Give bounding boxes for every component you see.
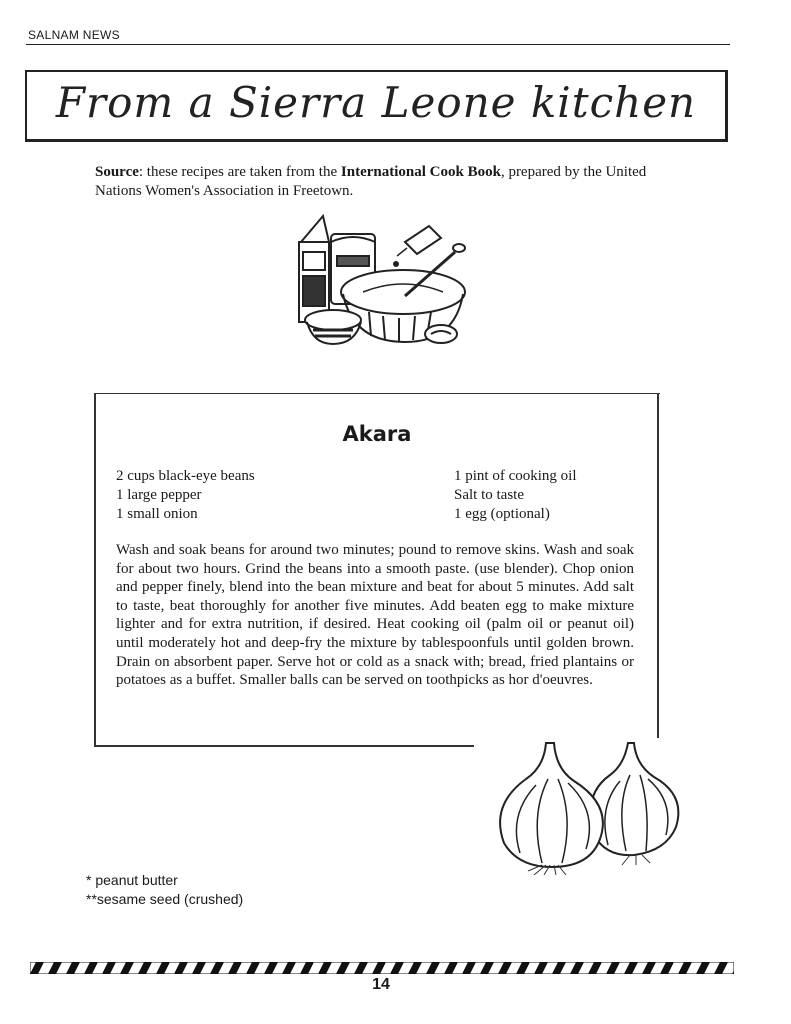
ingredient-item: 1 pint of cooking oil <box>454 468 577 484</box>
note-item: **sesame seed (crushed) <box>86 891 244 907</box>
recipe-title: Akara <box>342 422 412 446</box>
footer-decorative-band <box>30 962 734 974</box>
ingredient-item: 1 small onion <box>116 506 198 522</box>
page-title: From a Sierra Leone kitchen <box>55 78 697 127</box>
ingredient-item: Salt to taste <box>454 487 524 503</box>
header-label: SALNAM NEWS <box>28 28 120 42</box>
source-text-post: , prepared by the United Nations Women's Association in Freetown. <box>95 164 647 199</box>
recipe-box-bottom-border <box>94 745 474 747</box>
ingredient-item: 1 large pepper <box>116 487 202 503</box>
source-paragraph <box>95 163 665 201</box>
ingredients-right <box>454 467 577 524</box>
ingredient-item: 2 cups black-eye beans <box>116 468 255 484</box>
title-box <box>25 70 728 142</box>
page-number: 14 <box>372 976 390 993</box>
ingredient-item: 1 egg (optional) <box>454 506 550 522</box>
source-label: Source <box>95 164 139 180</box>
garlic-illustration-icon <box>490 735 690 875</box>
recipe-instructions: Wash and soak beans for around two minutes; pound to remove skins. Wash and soak for about two hours. Grind the beans into a smooth paste. (use blender). Chop onion and pepper finely, blend into the bean mixture and beat for about 5 minutes. Add salt to taste, beat thoroughly for another five minutes. Add beaten egg to make mixture lighter and for extra nutrition, if desired. Heat cooking oil (palm oil or peanut oil) until moderately hot and deep-fry the mixture by tablespoonfuls until golden brown. Drain on absorbent paper. Serve hot or cold as a snack with; bread, fried plantains or potatoes as a buffet. Smaller balls can be served on toothpicks as hor d'oeuvres. <box>116 542 634 689</box>
source-book-title-b: Book <box>467 164 501 180</box>
notes <box>86 871 243 909</box>
note-item: * peanut butter <box>86 872 178 888</box>
kitchen-illustration-icon <box>293 212 468 352</box>
header-rule <box>26 44 730 45</box>
ingredients-left <box>116 467 255 524</box>
source-text-pre: : these recipes are taken from the <box>138 164 341 180</box>
source-book-title-a: International Cook <box>340 164 464 180</box>
